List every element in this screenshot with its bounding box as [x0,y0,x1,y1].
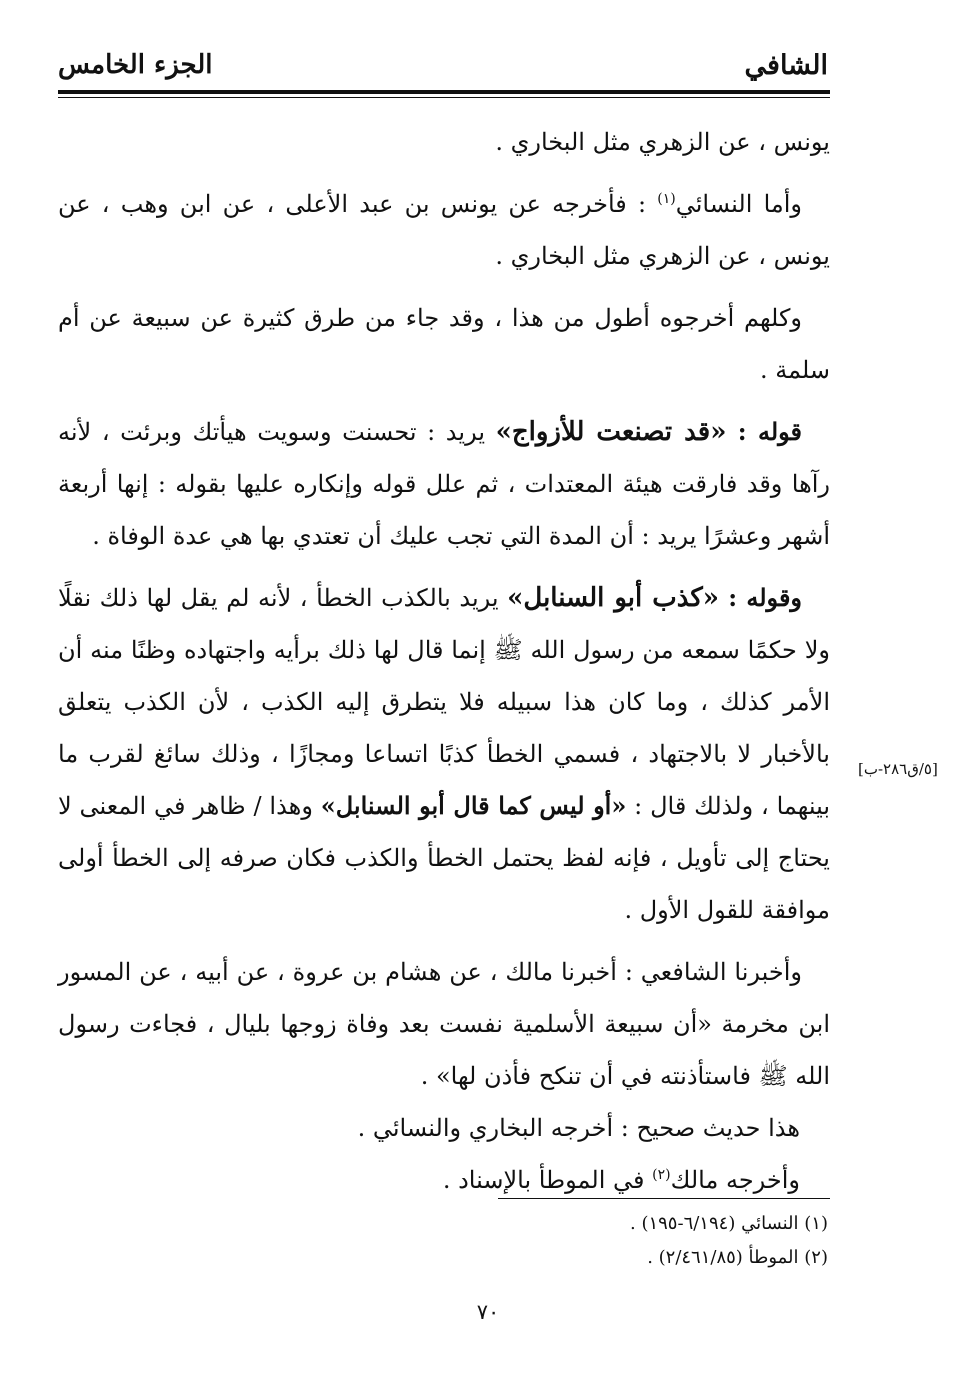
paragraph [58,572,830,936]
text-run: يريد : تحسنت وسويت هيأتك وبرئت ، لأنه رآها وقد فارقت هيئة المعتدات ، ثم علل قوله وإنكاره عليها بقوله : إنها أربعة أشهر وعشرًا يريد : أن المدة التي تجب عليك أن تعتدي بها هي عدة الوفاة . [58,418,830,550]
paragraph: هذا حديث صحيح : أخرجه البخاري والنسائي . [357,1114,800,1142]
paragraph [58,178,830,282]
text-run: وهذا / ظاهر في المعنى لا يحتاج إلى تأويل ، فإنه لفظ يحتمل الخطأ والكذب فكان صرفه إلى الخطأ أولى موافقة للقول الأول . [58,792,830,924]
paragraph: وكلهم أخرجوه أطول من هذا ، وقد جاء من طرق كثيرة عن سبيعة عن أم سلمة . [58,304,830,384]
header-rule-thick [58,90,830,94]
paragraph: يونس ، عن الزهري مثل البخاري . [495,128,830,156]
lead-word: قوله : [726,417,802,446]
manuscript-folio-note: [٥/ق٢٨٦-ب] [858,760,938,778]
footnote: (١) النسائي (٦/١٩٤-١٩٥) . [630,1213,828,1234]
text-run: وأخرجه مالك [670,1166,800,1194]
footnote-ref: (٢) [652,1167,671,1183]
header-rule-thin [58,97,830,98]
text-run: في الموطأ بالإسناد . [442,1166,653,1194]
paragraph [58,406,830,562]
running-head-part: الجزء الخامس [58,50,213,80]
quote: «أو ليس كما قال أبو السنابل» [320,791,627,820]
lead-word: وقوله : [718,583,803,612]
text-run: وأما النسائي [675,190,803,218]
paragraph: وأخبرنا الشافعي : أخبرنا مالك ، عن هشام بن عروة ، عن أبيه ، عن المسور ابن مخرمة «أن سبيعة الأسلمية نفست بعد وفاة زوجها بليال ، فجاءت رسول الله ﷺ فاستأذنته في أن تنكح فأذن لها» . [58,958,830,1090]
quote: «كذب أبو السنابل» [507,583,719,613]
footnote-rule [498,1198,830,1199]
page-number: ٧٠ [476,1300,500,1324]
main-text [58,116,830,1206]
footnote: (٢) الموطأ (٢/٤٦١/٨٥) . [647,1247,828,1268]
text-run: يريد بالكذب الخطأ ، لأنه لم يقل لها ذلك نقلًا ولا حكمًا سمعه من رسول الله ﷺ إنما قال لها ذلك برأيه واجتهاده وظنًا منه أن الأمر كذلك ، وما كان هذا سبيله فلا يتطرق إليه الكذب ، لأن الكذب يتعلق بالأخبار لا بالاجتهاد ، فسمي الخطأ كذبًا اتساعا ومجازًا ، وذلك سائغ لقرب ما بينهما ، ولذلك قال : [58,584,831,820]
footnote-ref: (١) [657,191,676,207]
text-run: : فأخرجه عن يونس بن عبد الأعلى ، عن ابن وهب ، عن يونس ، عن الزهري مثل البخاري . [58,190,830,270]
running-head-title: الشافي [744,50,828,81]
quote: «قد تصنعت للأزواج» [495,417,727,447]
